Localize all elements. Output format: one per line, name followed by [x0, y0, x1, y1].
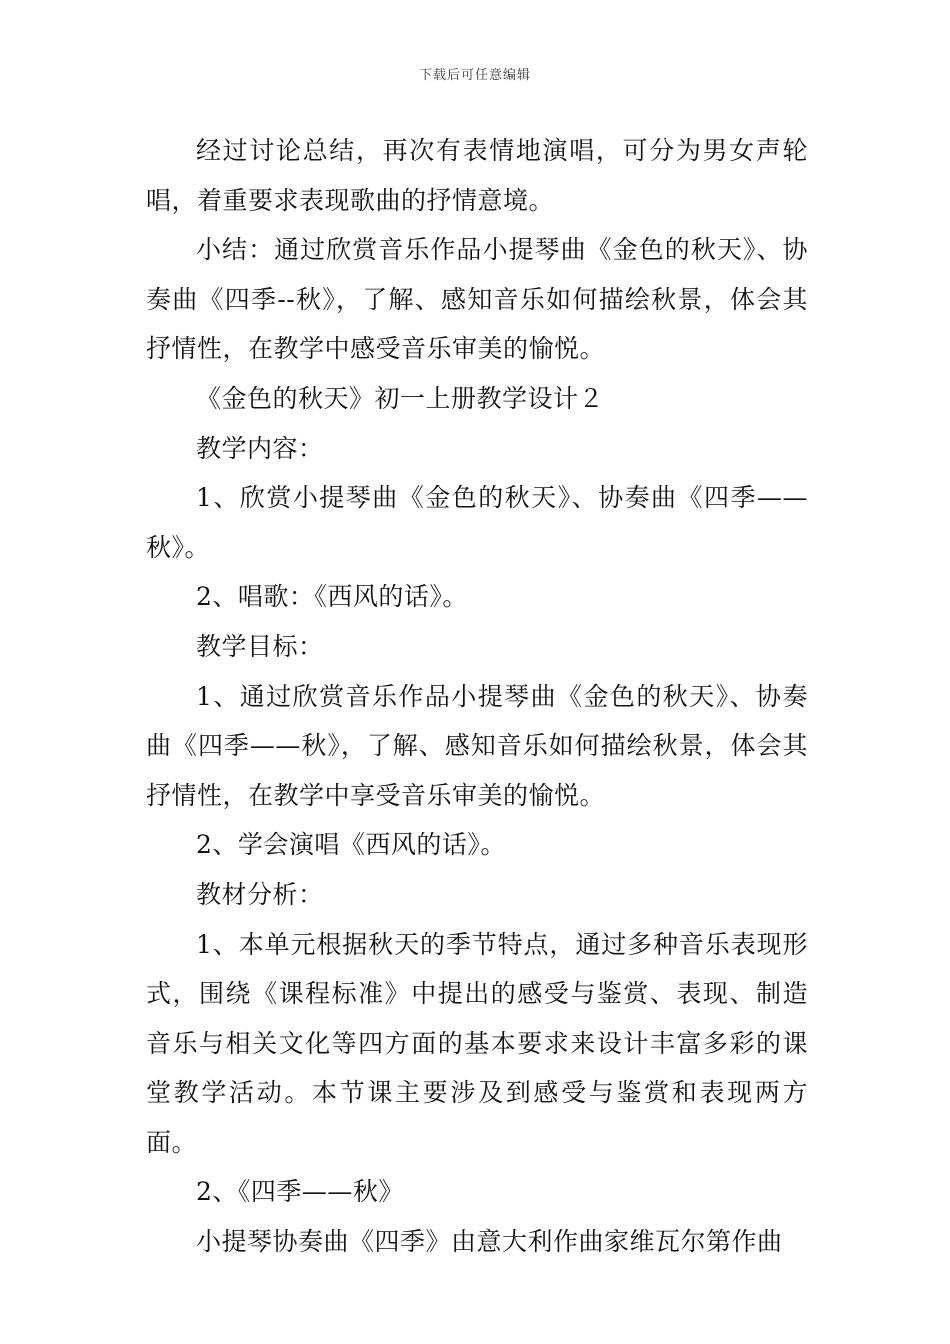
paragraph: 1、本单元根据秋天的季节特点，通过多种音乐表现形式，围绕《课程标准》中提出的感受与鉴赏、表现、制造音乐与相关文化等四方面的基本要求来设计丰富多彩的课堂教学活动。本节课主要涉及到感受与鉴赏和表现两方面。 — [146, 929, 808, 1157]
paragraph: 经过讨论总结，再次有表情地演唱，可分为男女声轮唱，着重要求表现歌曲的抒情意境。 — [146, 136, 808, 215]
section-title: 《金色的秋天》初一上册教学设计２ — [196, 383, 605, 413]
heading-content: 教学内容： — [196, 433, 324, 463]
paragraph: 2、《四季——秋》 — [196, 1177, 404, 1207]
paragraph: 小提琴协奏曲《四季》由意大利作曲家维瓦尔第作曲 — [196, 1227, 783, 1257]
paragraph: 小结：通过欣赏音乐作品小提琴曲《金色的秋天》、协奏曲《四季--秋》，了解、感知音乐如何描绘秋景，体会其抒情性，在教学中感受音乐审美的愉悦。 — [146, 235, 808, 364]
paragraph: 2、学会演唱《西风的话》。 — [196, 830, 506, 860]
page-header-note: 下载后可任意编辑 — [418, 68, 531, 83]
paragraph: 2、唱歌：《西风的话》。 — [196, 582, 468, 612]
document-body — [146, 126, 808, 1267]
paragraph: 1、通过欣赏音乐作品小提琴曲《金色的秋天》、协奏曲《四季——秋》，了解、感知音乐如何描绘秋景，体会其抒情性，在教学中享受音乐审美的愉悦。 — [146, 681, 808, 810]
heading-analysis: 教材分析： — [196, 879, 324, 909]
heading-objectives: 教学目标： — [196, 631, 324, 661]
paragraph: 1、欣赏小提琴曲《金色的秋天》、协奏曲《四季——秋》。 — [146, 483, 808, 562]
